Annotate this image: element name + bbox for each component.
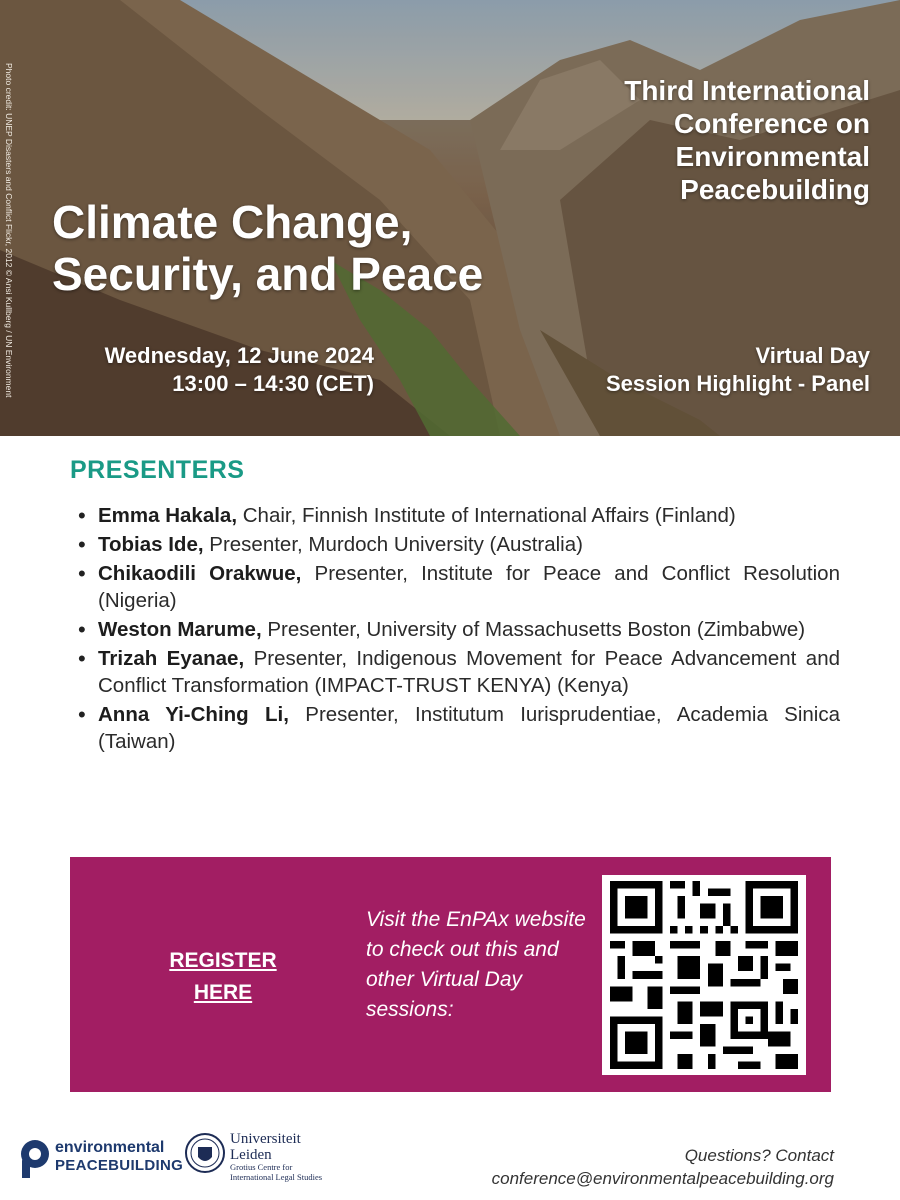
contact-email-link[interactable]: conference@environmentalpeacebuilding.org xyxy=(491,1169,834,1188)
presenter-list xyxy=(72,502,840,757)
session-date: Wednesday, 12 June 2024 xyxy=(104,343,374,368)
hero-banner xyxy=(0,0,900,436)
register-panel xyxy=(70,857,831,1092)
register-link-line-2[interactable]: HERE xyxy=(193,981,253,1004)
register-description: Visit the EnPAx website to check out this and other Virtual Day sessions: xyxy=(366,908,586,1021)
title-line-2: Security, and Peace xyxy=(52,248,484,300)
logo-text-line-1: environmental xyxy=(55,1139,165,1156)
register-link-line-1[interactable]: REGISTER xyxy=(169,949,277,972)
presenters-heading: PRESENTERS xyxy=(70,456,245,484)
leiden-line-1: Universiteit xyxy=(230,1131,301,1147)
list-item xyxy=(72,531,840,558)
list-item xyxy=(72,560,840,614)
leiden-line-2: Leiden xyxy=(230,1147,272,1163)
photo-credit-text: Photo credit: UNEP Disasters and Conflict Flickr, 2012 © Ansi Kullberg / UN Environment xyxy=(4,63,14,398)
grotius-line-1: Grotius Centre for xyxy=(230,1162,293,1172)
conference-name: Third International Conference on Environmental Peacebuilding xyxy=(624,75,870,205)
date-time xyxy=(52,342,374,398)
title-line-1: Climate Change, xyxy=(52,196,413,248)
session-title xyxy=(52,196,483,300)
qr-code[interactable] xyxy=(602,875,806,1075)
presenter-name: Trizah Eyanae, xyxy=(98,647,245,670)
presenter-detail: Presenter, Indigenous Movement for Peace Advancement and Conflict Transformation (IMPACT-TRUST KENYA) (Kenya) xyxy=(98,647,840,697)
qr-code-icon[interactable] xyxy=(610,881,798,1069)
leiden-university-logo xyxy=(184,1125,324,1183)
presenter-detail: Presenter, Institute for Peace and Conflict Resolution (Nigeria) xyxy=(98,562,840,612)
session-highlight-label: Session Highlight - Panel xyxy=(605,371,870,396)
environmental-peacebuilding-logo xyxy=(18,1134,184,1182)
presenter-name: Tobias Ide, xyxy=(98,533,204,556)
grotius-centre xyxy=(230,1162,322,1182)
leiden-name xyxy=(230,1131,301,1163)
contact-label: Questions? Contact xyxy=(684,1146,834,1165)
list-item xyxy=(72,502,840,529)
register-here-link[interactable] xyxy=(164,945,282,1009)
presenter-name: Chikaodili Orakwue, xyxy=(98,562,302,585)
presenter-name: Weston Marume, xyxy=(98,618,262,641)
photo-credit xyxy=(2,60,12,436)
presenter-name: Emma Hakala, xyxy=(98,504,238,527)
session-type xyxy=(606,342,870,398)
presenter-detail: Presenter, Institutum Iurisprudentiae, Academia Sinica (Taiwan) xyxy=(98,703,841,753)
session-time: 13:00 – 14:30 (CET) xyxy=(172,371,374,396)
leiden-seal-icon xyxy=(184,1127,226,1179)
peacebuilding-mark-icon xyxy=(18,1138,52,1178)
grotius-line-2: International Legal Studies xyxy=(230,1172,323,1182)
presenter-detail: Presenter, Murdoch University (Australia) xyxy=(209,533,583,556)
list-item xyxy=(72,645,840,699)
list-item xyxy=(72,616,840,643)
presenter-detail: Presenter, University of Massachusetts Boston (Zimbabwe) xyxy=(267,618,806,641)
logo-text-line-2: PEACEBUILDING xyxy=(55,1157,184,1174)
virtual-day-label: Virtual Day xyxy=(755,343,870,368)
presenter-detail: Chair, Finnish Institute of International Affairs (Finland) xyxy=(242,504,736,527)
contact-info xyxy=(492,1144,834,1190)
presenter-name: Anna Yi-Ching Li, xyxy=(98,703,289,726)
list-item xyxy=(72,701,840,755)
